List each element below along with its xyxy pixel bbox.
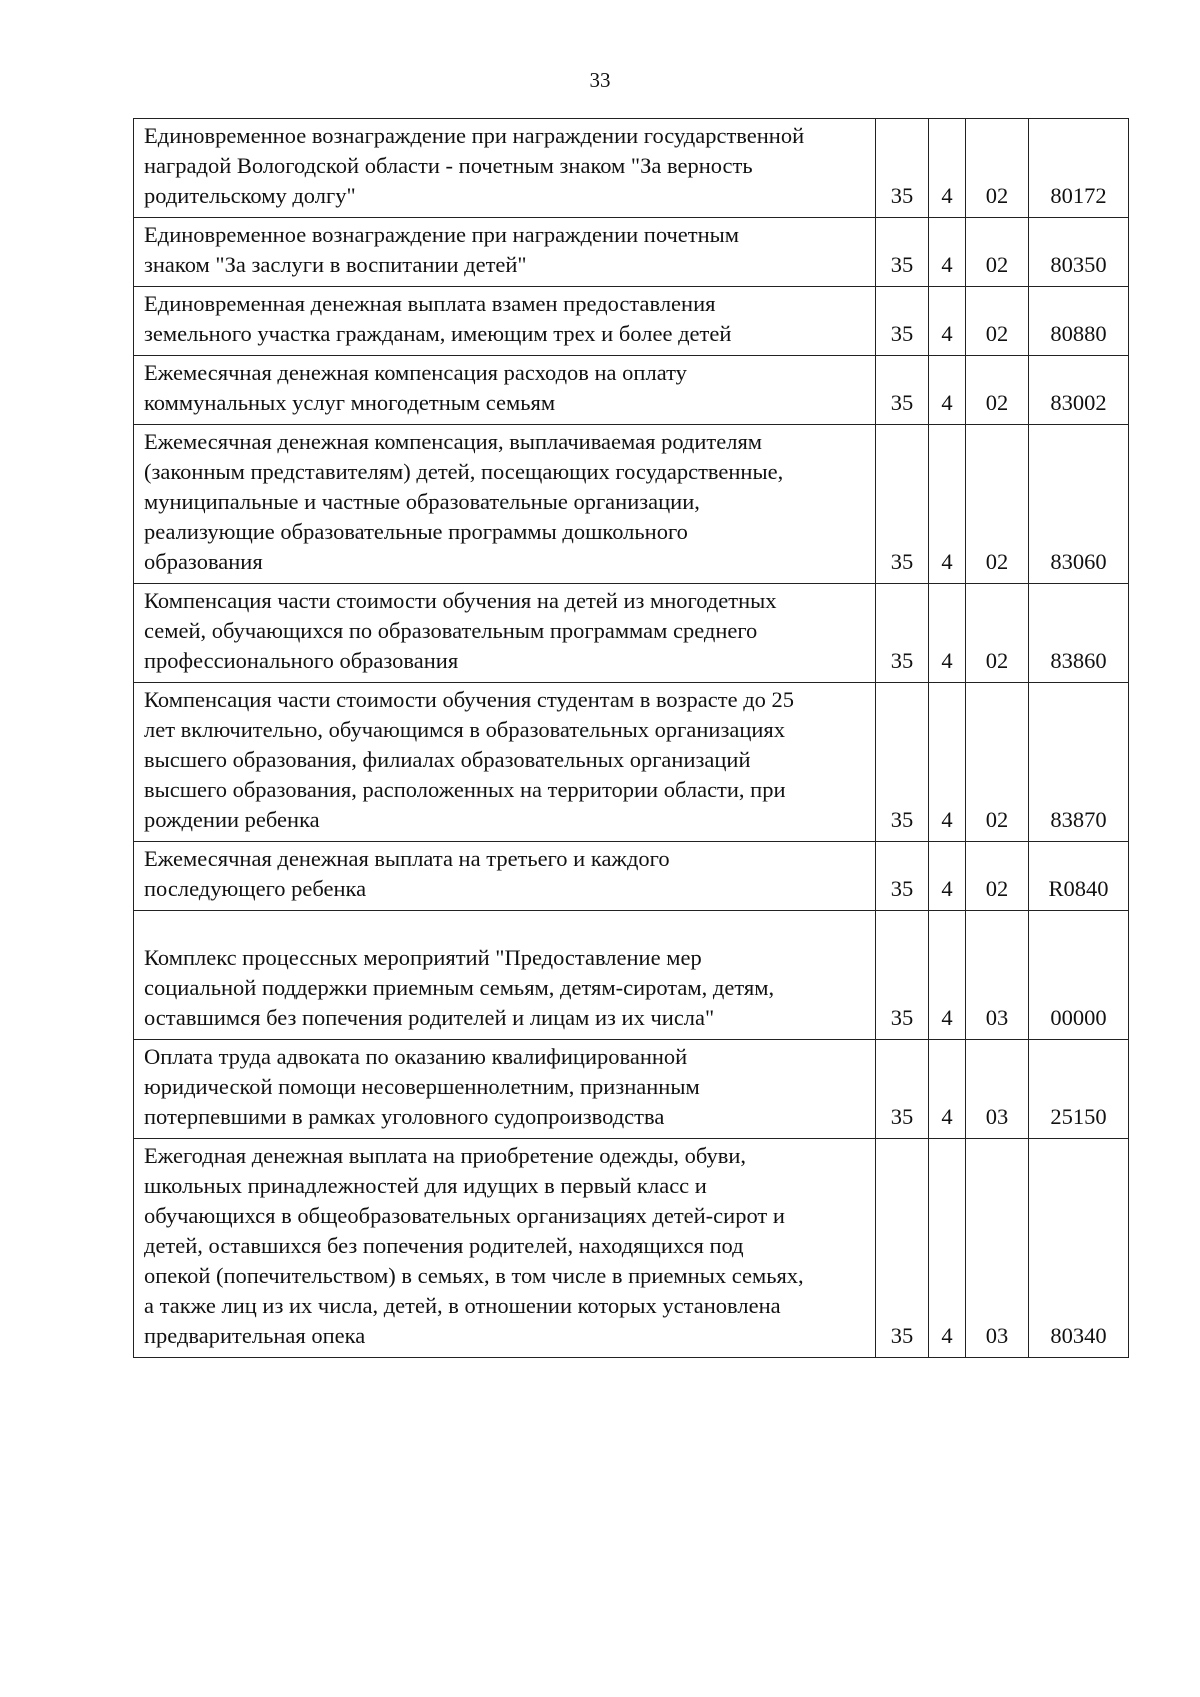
row-name-line: Единовременное вознаграждение при награждении государственной [144,123,805,148]
table-row [134,1139,1129,1358]
code-cell-c3: 02 [966,356,1029,425]
table-row [134,119,1129,218]
code-cell-c1: 35 [876,287,929,356]
code-cell-c3: 03 [966,911,1029,1040]
row-name-cell [134,425,876,584]
table-row [134,356,1129,425]
code-cell-c3: 02 [966,584,1029,683]
code-cell-c2: 4 [929,425,966,584]
code-cell-c4: 25150 [1029,1040,1129,1139]
row-name-line: высшего образования, филиалах образовательных организаций [144,747,751,772]
code-cell-c4: 80350 [1029,218,1129,287]
code-cell-c4: 80172 [1029,119,1129,218]
row-name-cell [134,1139,876,1358]
row-name-line: социальной поддержки приемным семьям, детям-сиротам, детям, [144,975,775,1000]
row-name-cell [134,683,876,842]
row-name-line: юридической помощи несовершеннолетним, признанным [144,1074,700,1099]
code-cell-c1: 35 [876,218,929,287]
code-cell-c3: 03 [966,1139,1029,1358]
code-cell-c2: 4 [929,911,966,1040]
code-cell-c2: 4 [929,287,966,356]
row-name-line: Компенсация части стоимости обучения на детей из многодетных [144,588,777,613]
row-name-line: детей, оставшихся без попечения родителей, находящихся под [144,1233,744,1258]
row-name-line: лет включительно, обучающимся в образовательных организациях [144,717,785,742]
row-name-line: Комплекс процессных мероприятий "Предоставление мер [144,945,702,970]
row-name-line: знаком "За заслуги в воспитании детей" [144,252,527,277]
row-name-line: Ежемесячная денежная компенсация, выплачиваемая родителям [144,429,763,454]
row-name-line: семей, обучающихся по образовательным программам среднего [144,618,758,643]
row-name-line: Компенсация части стоимости обучения студентам в возрасте до 25 [144,687,795,712]
table-row [134,425,1129,584]
budget-classification-table [133,118,1129,1358]
code-cell-c3: 02 [966,842,1029,911]
code-cell-c4: R0840 [1029,842,1129,911]
row-name-line: наградой Вологодской области - почетным знаком "За верность [144,153,753,178]
code-cell-c1: 35 [876,584,929,683]
row-name-line: образования [144,549,263,574]
code-cell-c4: 83060 [1029,425,1129,584]
row-name-line: обучающихся в общеобразовательных организациях детей-сирот и [144,1203,785,1228]
table-row [134,842,1129,911]
code-cell-c3: 02 [966,287,1029,356]
code-cell-c2: 4 [929,584,966,683]
row-name-line: опекой (попечительством) в семьях, в том числе в приемных семьях, [144,1263,804,1288]
row-name-cell [134,119,876,218]
code-cell-c2: 4 [929,683,966,842]
code-cell-c1: 35 [876,911,929,1040]
row-name-line: потерпевшими в рамках уголовного судопроизводства [144,1104,665,1129]
code-cell-c2: 4 [929,356,966,425]
code-cell-c3: 02 [966,218,1029,287]
page-number: 33 [589,68,611,92]
code-cell-c4: 00000 [1029,911,1129,1040]
code-cell-c3: 02 [966,119,1029,218]
table-row [134,287,1129,356]
table-row [134,1040,1129,1139]
table-row [134,218,1129,287]
row-name-line: предварительная опека [144,1323,366,1348]
table-row [134,584,1129,683]
row-name-line: Ежегодная денежная выплата на приобретение одежды, обуви, [144,1143,747,1168]
code-cell-c3: 03 [966,1040,1029,1139]
row-name-cell [134,218,876,287]
row-name-line: рождении ребенка [144,807,320,832]
row-name-line: реализующие образовательные программы дошкольного [144,519,688,544]
row-name-cell [134,842,876,911]
row-name-line: оставшимся без попечения родителей и лицам из их числа" [144,1005,715,1030]
row-name-line: Единовременная денежная выплата взамен предоставления [144,291,716,316]
row-name-line: а также лиц из их числа, детей, в отношении которых установлена [144,1293,781,1318]
row-name-line: Ежемесячная денежная компенсация расходов на оплату [144,360,687,385]
row-name-line: последующего ребенка [144,876,367,901]
row-name-line: Ежемесячная денежная выплата на третьего и каждого [144,846,670,871]
code-cell-c1: 35 [876,683,929,842]
row-name-line: земельного участка гражданам, имеющим трех и более детей [144,321,732,346]
table-body [134,119,1129,1358]
code-cell-c4: 83860 [1029,584,1129,683]
code-cell-c1: 35 [876,1040,929,1139]
row-name-line: школьных принадлежностей для идущих в первый класс и [144,1173,707,1198]
table-row [134,683,1129,842]
table-row [134,911,1129,1040]
row-name-cell [134,911,876,1040]
row-name-cell [134,584,876,683]
code-cell-c4: 83870 [1029,683,1129,842]
row-name-cell [134,356,876,425]
code-cell-c3: 02 [966,425,1029,584]
row-name-line: высшего образования, расположенных на территории области, при [144,777,786,802]
code-cell-c1: 35 [876,1139,929,1358]
row-name-line: Оплата труда адвоката по оказанию квалифицированной [144,1044,688,1069]
row-name-cell [134,287,876,356]
row-name-line [144,913,865,943]
code-cell-c1: 35 [876,842,929,911]
code-cell-c4: 80340 [1029,1139,1129,1358]
row-name-line: коммунальных услуг многодетным семьям [144,390,556,415]
row-name-line: родительскому долгу" [144,183,356,208]
code-cell-c4: 83002 [1029,356,1129,425]
row-name-line: (законным представителям) детей, посещающих государственные, [144,459,784,484]
code-cell-c2: 4 [929,1040,966,1139]
row-name-cell [134,1040,876,1139]
row-name-line: профессионального образования [144,648,459,673]
code-cell-c3: 02 [966,683,1029,842]
code-cell-c2: 4 [929,1139,966,1358]
row-name-line: Единовременное вознаграждение при награждении почетным [144,222,740,247]
code-cell-c2: 4 [929,218,966,287]
code-cell-c1: 35 [876,425,929,584]
row-name-line: муниципальные и частные образовательные организации, [144,489,700,514]
code-cell-c2: 4 [929,119,966,218]
code-cell-c1: 35 [876,119,929,218]
code-cell-c2: 4 [929,842,966,911]
code-cell-c4: 80880 [1029,287,1129,356]
code-cell-c1: 35 [876,356,929,425]
